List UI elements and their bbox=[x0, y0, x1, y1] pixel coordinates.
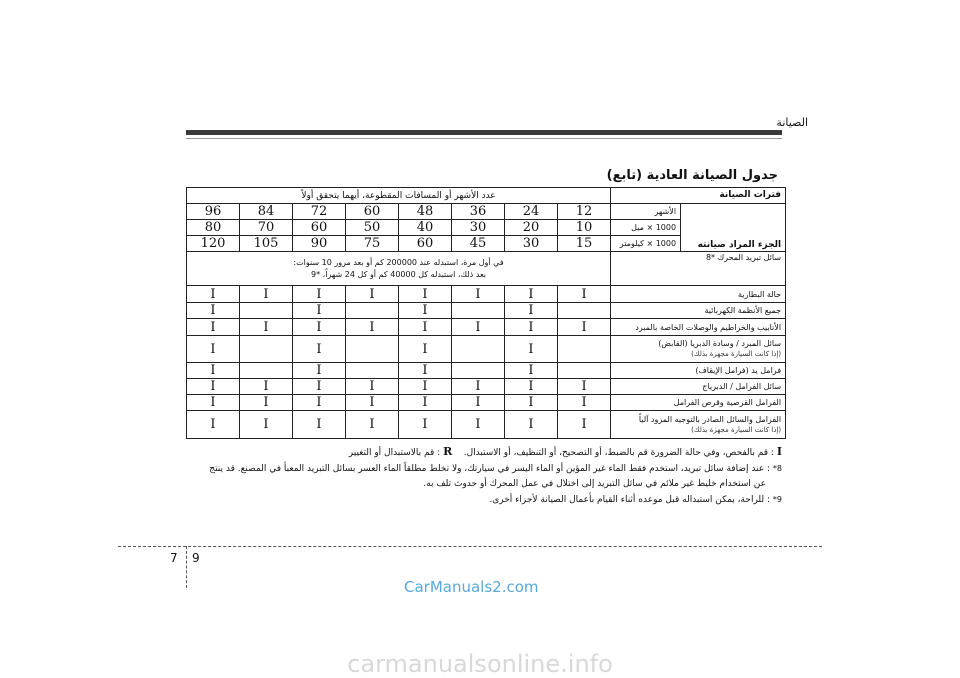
schedule-cell: I bbox=[399, 379, 452, 395]
table-row bbox=[187, 363, 786, 379]
table-row bbox=[187, 319, 786, 336]
schedule-cell: I bbox=[240, 395, 293, 411]
schedule-cell: I bbox=[558, 286, 611, 303]
miles-label: 1000 × ميل bbox=[611, 220, 681, 236]
section-title: الصيانة bbox=[776, 116, 808, 129]
schedule-cell: I bbox=[505, 319, 558, 336]
note-line-4: 9* : للراحة، يمكن استبداله قبل موعده أثناء القيام بأعمال الصيانة لأجزاء أخرى. bbox=[489, 495, 782, 505]
schedule-cell: I bbox=[558, 379, 611, 395]
schedule-cell: I bbox=[187, 303, 240, 319]
header-bar bbox=[186, 130, 782, 135]
table-row bbox=[187, 395, 786, 411]
schedule-cell bbox=[346, 363, 399, 379]
schedule-cell: I bbox=[187, 363, 240, 379]
schedule-cell: I bbox=[399, 395, 452, 411]
schedule-cell: I bbox=[187, 319, 240, 336]
schedule-cell bbox=[240, 303, 293, 319]
schedule-cell: I bbox=[293, 336, 346, 363]
corner-label: فترات الصيانة bbox=[611, 188, 786, 204]
schedule-cell: I bbox=[505, 286, 558, 303]
schedule-cell: I bbox=[293, 319, 346, 336]
schedule-cell: I bbox=[293, 411, 346, 439]
schedule-cell: I bbox=[399, 363, 452, 379]
page-title: جدول الصيانة العادية (تابع) bbox=[606, 168, 778, 183]
schedule-cell: I bbox=[558, 411, 611, 439]
schedule-cell: I bbox=[346, 319, 399, 336]
schedule-cell: I bbox=[558, 319, 611, 336]
note-line-1: I : قم بالفحص، وفي حالة الضرورة قم بالضبط، أو التصحيح، أو التنظيف، أو الاستبدال. R : قم بالاستبدال أو التغيير bbox=[348, 445, 782, 458]
table-row bbox=[187, 286, 786, 303]
schedule-cell: I bbox=[293, 395, 346, 411]
legend-notes bbox=[186, 444, 782, 508]
schedule-cell bbox=[346, 336, 399, 363]
page-number-chapter: 7 bbox=[170, 551, 178, 565]
schedule-cell: I bbox=[505, 411, 558, 439]
schedule-cell: I bbox=[505, 363, 558, 379]
coolant-label: سائل تبريد المحرك *8 bbox=[611, 252, 786, 286]
miles-row: 80 70 60 50 40 30 20 10 1000 × ميل bbox=[187, 220, 786, 236]
schedule-cell: I bbox=[346, 286, 399, 303]
schedule-cell: I bbox=[452, 286, 505, 303]
schedule-cell: I bbox=[505, 303, 558, 319]
schedule-cell: I bbox=[293, 379, 346, 395]
note-line-2: 8* : عند إضافة سائل تبريد، استخدم فقط الماء غير المؤين أو الماء اليسر في سيارتك، ولا تخلط مطلقاً الماء العسر بسائل التبريد المعبأ في المصنع. قد ينتج bbox=[209, 464, 782, 474]
schedule-cell: I bbox=[452, 379, 505, 395]
months-row: 96 84 72 60 48 36 24 12 الأشهر الجزء المراد صيانته bbox=[187, 204, 786, 220]
km-label: 1000 × كيلومتر bbox=[611, 236, 681, 252]
schedule-cell: I bbox=[399, 336, 452, 363]
watermark-link[interactable]: CarManuals2.com bbox=[404, 578, 539, 596]
row-label: الأنابيب والخراطيم والوصلات الخاصة بالمبرد bbox=[611, 319, 786, 336]
interval-header: عدد الأشهر أو المسافات المقطوعة، أيهما يتحقق أولاً bbox=[187, 188, 611, 204]
schedule-cell: I bbox=[505, 379, 558, 395]
schedule-cell: I bbox=[558, 395, 611, 411]
schedule-cell: I bbox=[452, 319, 505, 336]
schedule-cell: I bbox=[399, 319, 452, 336]
table-row bbox=[187, 411, 786, 439]
maintenance-schedule-table bbox=[186, 187, 786, 439]
schedule-cell: I bbox=[187, 336, 240, 363]
row-label: جميع الأنظمة الكهربائية bbox=[611, 303, 786, 319]
coolant-row bbox=[187, 252, 786, 286]
schedule-cell: I bbox=[240, 379, 293, 395]
schedule-cell: I bbox=[452, 411, 505, 439]
row-label: سائل الفرامل / الدبرياج bbox=[611, 379, 786, 395]
schedule-cell: I bbox=[240, 286, 293, 303]
schedule-cell: I bbox=[187, 411, 240, 439]
footer-divider-vertical bbox=[186, 546, 187, 588]
schedule-cell bbox=[558, 303, 611, 319]
row-label: الفرامل والسائل الصادر بالتوجيه المزود آلياً (إذا كانت السيارة مجهزة بذلك) bbox=[611, 411, 786, 439]
schedule-cell bbox=[558, 336, 611, 363]
table-row bbox=[187, 303, 786, 319]
schedule-cell: I bbox=[399, 286, 452, 303]
schedule-cell bbox=[240, 363, 293, 379]
schedule-cell bbox=[240, 336, 293, 363]
km-row: 120 105 90 75 60 45 30 15 1000 × كيلومتر bbox=[187, 236, 786, 252]
schedule-cell: I bbox=[293, 363, 346, 379]
header-divider bbox=[186, 138, 782, 139]
schedule-cell: I bbox=[346, 379, 399, 395]
site-watermark: carmanualsonline.info bbox=[347, 650, 613, 678]
schedule-cell: I bbox=[187, 379, 240, 395]
schedule-cell: I bbox=[187, 286, 240, 303]
table-row bbox=[187, 336, 786, 363]
schedule-cell: I bbox=[346, 411, 399, 439]
schedule-cell: I bbox=[240, 411, 293, 439]
months-label: الأشهر bbox=[611, 204, 681, 220]
page-number: 9 bbox=[192, 551, 200, 565]
row-label: فرامل يد (فرامل الإيقاف) bbox=[611, 363, 786, 379]
schedule-cell bbox=[452, 336, 505, 363]
schedule-cell bbox=[452, 303, 505, 319]
schedule-cell: I bbox=[293, 303, 346, 319]
schedule-cell bbox=[558, 363, 611, 379]
note-line-3: عن استخدام خليط غير ملائم في سائل التبريد إلى اختلال في عمل المحرك أو حدوث تلف به. bbox=[423, 479, 766, 489]
schedule-cell: I bbox=[187, 395, 240, 411]
schedule-cell: I bbox=[505, 395, 558, 411]
schedule-cell: I bbox=[452, 395, 505, 411]
row-label: حالة البطارية bbox=[611, 286, 786, 303]
schedule-cell: I bbox=[346, 395, 399, 411]
row-label: الفرامل القرصية وقرص الفرامل bbox=[611, 395, 786, 411]
schedule-cell: I bbox=[293, 286, 346, 303]
schedule-cell: I bbox=[240, 319, 293, 336]
schedule-cell: I bbox=[399, 411, 452, 439]
schedule-cell bbox=[452, 363, 505, 379]
coolant-note: في أول مرة، استبدله عند 200000 كم أو بعد مرور 10 سنوات: بعد ذلك، استبدله كل 40000 كم أو كل 24 شهراً، *9 bbox=[187, 252, 611, 286]
row-label: سائل المبرد / وسادة الدبريا (القابض) (إذا كانت السيارة مجهزة بذلك) bbox=[611, 336, 786, 363]
table-row bbox=[187, 379, 786, 395]
schedule-cell bbox=[346, 303, 399, 319]
part-label: الجزء المراد صيانته bbox=[681, 204, 786, 252]
schedule-cell: I bbox=[505, 336, 558, 363]
schedule-cell: I bbox=[399, 303, 452, 319]
footer-divider bbox=[118, 546, 822, 547]
